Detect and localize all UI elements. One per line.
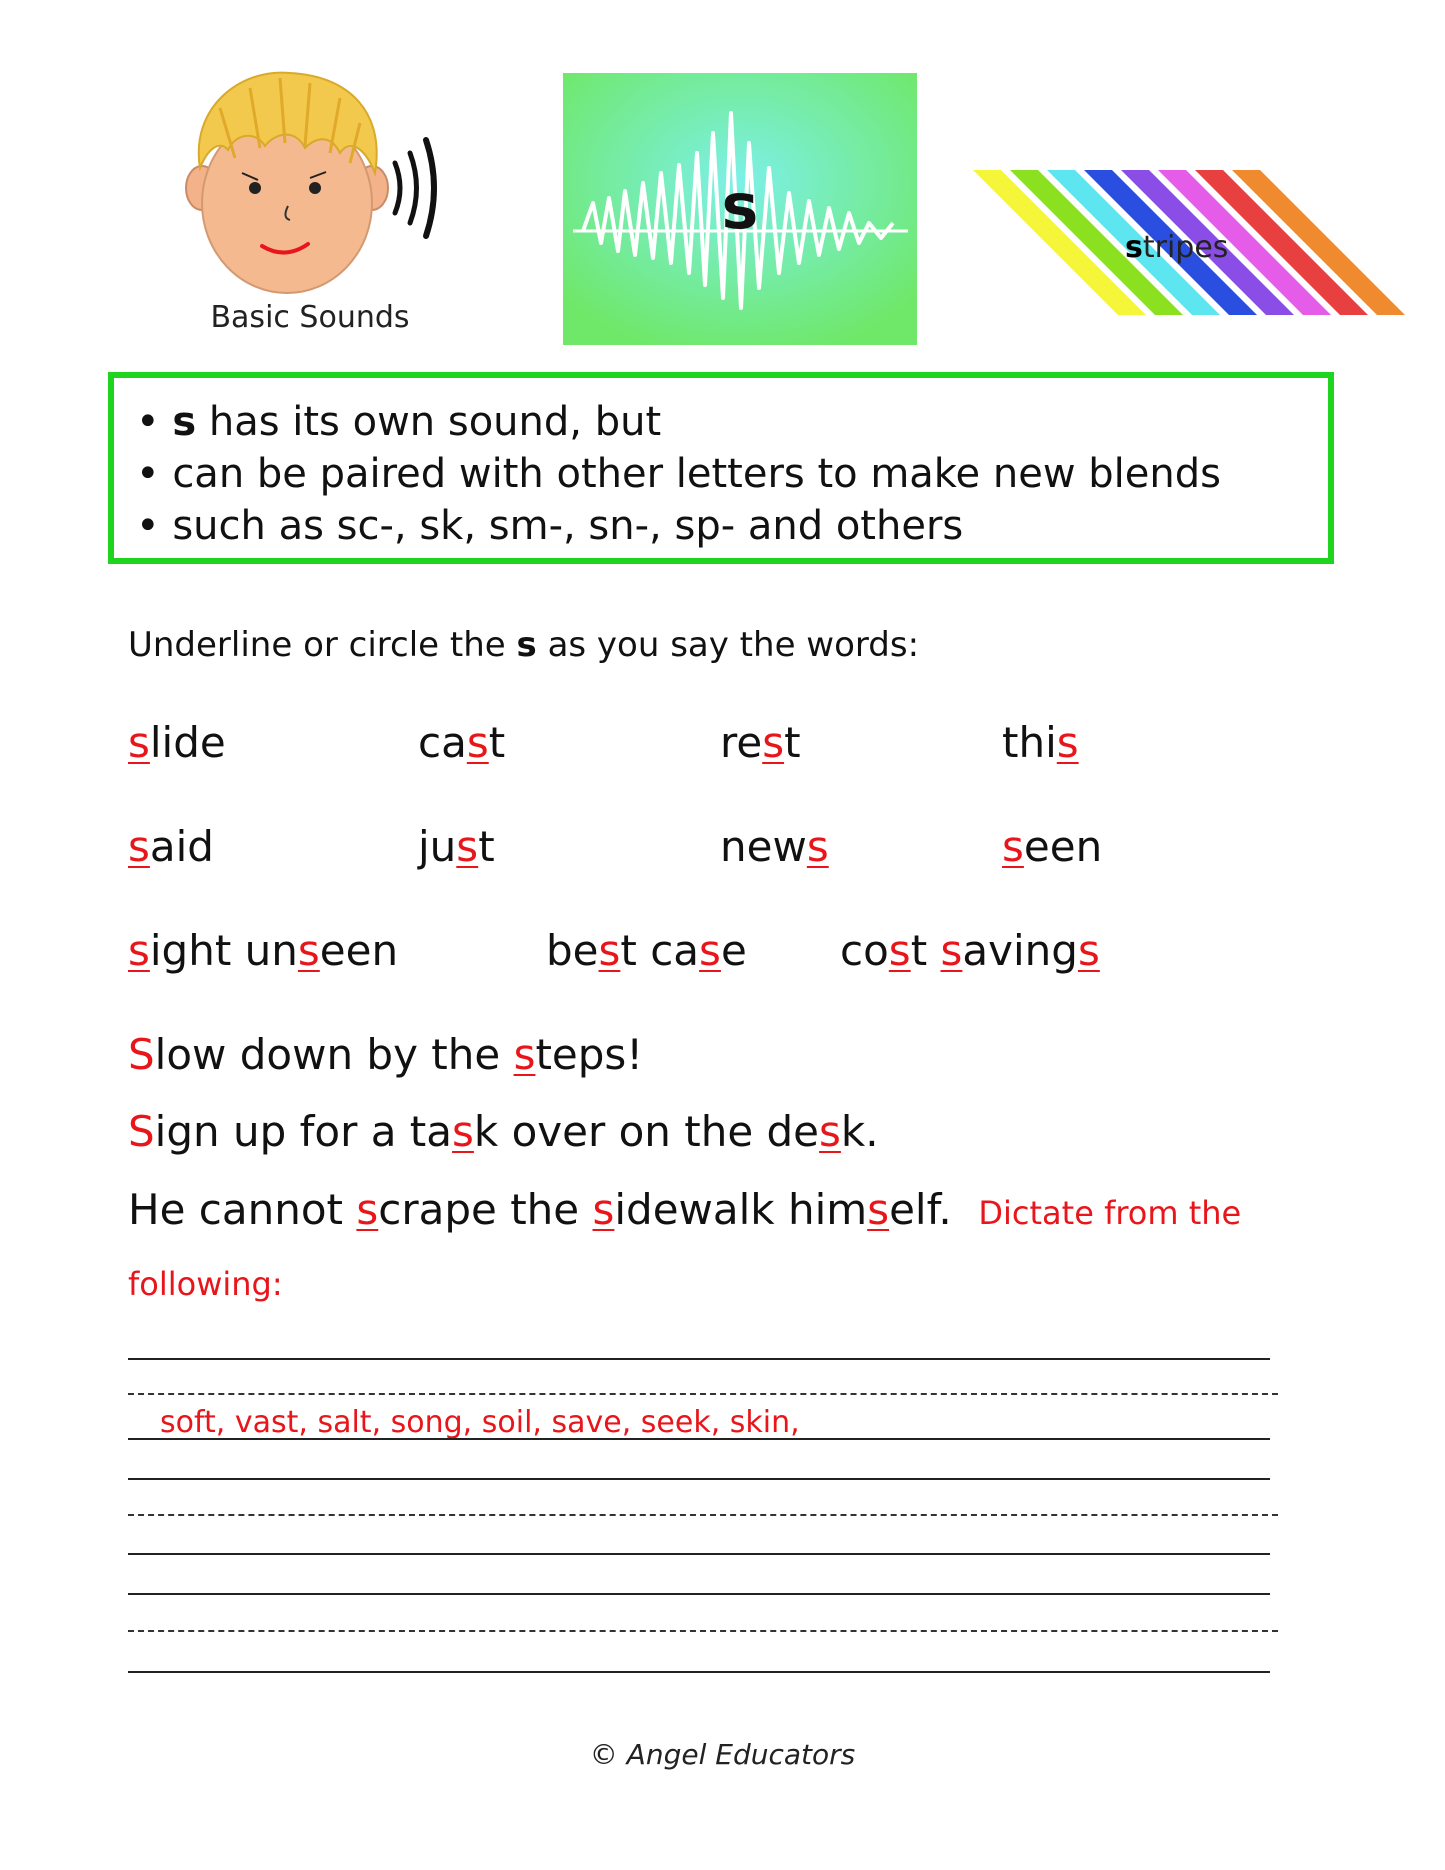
writing-line [128, 1358, 1270, 1360]
word-rest: rest [720, 718, 801, 767]
writing-line [128, 1593, 1270, 1595]
writing-guide-dashed [128, 1514, 1278, 1516]
boy-listening-illustration [180, 68, 460, 308]
writing-line [128, 1478, 1270, 1480]
dictation-words: soft, vast, salt, song, soil, save, seek, skin, [160, 1405, 800, 1440]
wave-letter-s: s [721, 170, 759, 243]
basic-sounds-caption: Basic Sounds [210, 300, 410, 335]
instruction-text [128, 625, 919, 665]
sentence-3: He cannot scrape the sidewalk himself. Dictate from the [128, 1185, 1242, 1234]
info-bullet-3: • such as sc-, sk, sm-, sn-, sp- and others [136, 503, 964, 549]
word-slide: slide [128, 718, 226, 767]
word-this: this [1002, 718, 1079, 767]
stripes-word-rest: tripes [1142, 230, 1229, 265]
sentence-2: Sign up for a task over on the desk. [128, 1107, 879, 1156]
word-said: said [128, 822, 214, 871]
instruction-before: Underline or circle the [128, 625, 517, 665]
word-news: news [720, 822, 829, 871]
info-line-1-text: has its own sound, but [196, 399, 662, 445]
copyright-footer: © Angel Educators [589, 1738, 856, 1771]
word-seen: seen [1002, 822, 1103, 871]
info-line-2-text: can be paired with other letters to make new blends [172, 451, 1221, 497]
dictate-instruction: Dictate from the [978, 1194, 1242, 1232]
info-bullet-1: • s has its own sound, but [136, 399, 662, 445]
sentence-1: Slow down by the steps! [128, 1030, 644, 1079]
stripes-word [1125, 230, 1228, 265]
instruction-bold-s: s [516, 625, 537, 665]
phrase-cost-savings: cost savings [840, 926, 1100, 975]
writing-line [128, 1438, 1270, 1440]
info-bullet-2: • can be paired with other letters to make new blends [136, 451, 1221, 497]
stripes-word-first-letter: s [1125, 230, 1143, 265]
phrase-best-case: best case [546, 926, 747, 975]
info-box [108, 372, 1334, 564]
writing-line [128, 1553, 1270, 1555]
writing-guide-dashed [128, 1630, 1278, 1632]
info-line-3-text: such as sc-, sk, sm-, sn-, sp- and others [172, 503, 964, 549]
writing-guide-dashed [128, 1393, 1278, 1395]
instruction-after: as you say the words: [536, 625, 920, 665]
word-cast: cast [418, 718, 506, 767]
dictate-instruction-continued: following: [128, 1265, 283, 1303]
word-just: just [418, 822, 495, 871]
info-bold-s: s [172, 399, 197, 445]
phrase-sight-unseen: sight unseen [128, 926, 399, 975]
writing-line [128, 1671, 1270, 1673]
